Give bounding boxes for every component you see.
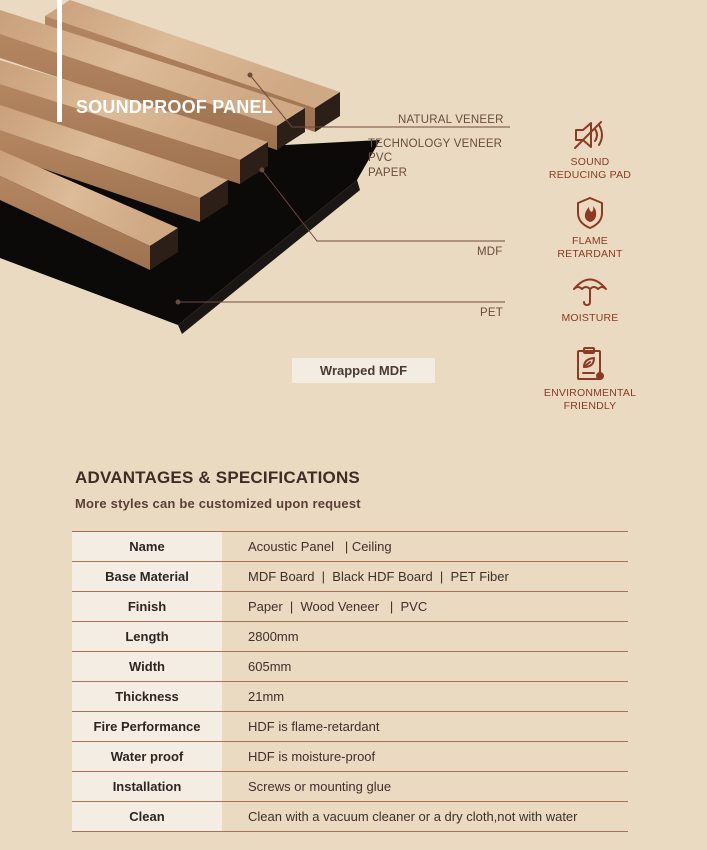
spec-key: Base Material: [72, 562, 222, 591]
label-pvc: PVC: [368, 152, 393, 164]
speaker-mute-icon: [572, 118, 608, 152]
spec-value: HDF is moisture-proof: [248, 749, 376, 764]
spec-value: 21mm: [248, 689, 285, 704]
spec-key: Water proof: [72, 742, 222, 771]
spec-value: 605mm: [248, 659, 292, 674]
spec-key: Thickness: [72, 682, 222, 711]
label-paper: PAPER: [368, 167, 408, 179]
feature-sound-reducing: [540, 118, 640, 182]
spec-value: HDF is flame-retardant: [248, 719, 380, 734]
spec-key: Width: [72, 652, 222, 681]
spec-key: Installation: [72, 772, 222, 801]
spec-value: Paper | Wood Veneer | PVC: [248, 599, 428, 614]
spec-value: MDF Board | Black HDF Board | PET Fiber: [248, 569, 509, 584]
spec-value: Screws or mounting glue: [248, 779, 392, 794]
label-pet: PET: [480, 307, 503, 319]
umbrella-icon: [571, 272, 609, 308]
spec-row-name: [72, 532, 628, 562]
label-natural-veneer: NATURAL VENEER: [398, 114, 504, 126]
flame-shield-icon: [572, 195, 608, 231]
spec-row-thickness: [72, 682, 628, 712]
specs-title: ADVANTAGES & SPECIFICATIONS: [75, 468, 360, 487]
feature-env-line1: ENVIRONMENTAL: [543, 387, 637, 399]
spec-row-clean: [72, 802, 628, 832]
eco-document-icon: [572, 345, 608, 383]
spec-row-water-proof: [72, 742, 628, 772]
feature-flame-line1: FLAME: [571, 235, 608, 247]
spec-key: Finish: [72, 592, 222, 621]
feature-sound-line1: SOUND: [570, 156, 610, 168]
label-technology-veneer: TECHNOLOGY VENEER: [368, 138, 503, 150]
feature-environmental: [540, 345, 640, 413]
feature-flame-line2: RETARDANT: [557, 248, 623, 260]
spec-row-length: [72, 622, 628, 652]
spec-key: Clean: [72, 802, 222, 831]
spec-value: Acoustic Panel | Ceiling: [248, 539, 392, 554]
feature-moisture: [540, 272, 640, 325]
spec-row-installation: [72, 772, 628, 802]
feature-moisture-line1: MOISTURE: [561, 312, 619, 324]
spec-row-width: [72, 652, 628, 682]
specs-subtitle: More styles can be customized upon request: [75, 496, 361, 511]
feature-sound-line2: REDUCING PAD: [548, 169, 632, 181]
wrapped-mdf-badge: Wrapped MDF: [292, 358, 435, 383]
spec-row-base-material: [72, 562, 628, 592]
spec-row-finish: [72, 592, 628, 622]
spec-key: Length: [72, 622, 222, 651]
spec-value: Clean with a vacuum cleaner or a dry cloth,not with water: [248, 809, 578, 824]
spec-row-fire-performance: [72, 712, 628, 742]
specs-table: [72, 531, 628, 832]
title-accent-bar: [57, 0, 62, 122]
feature-flame-retardant: [540, 195, 640, 261]
page-title: SOUNDPROOF PANEL: [76, 97, 273, 117]
label-mdf: MDF: [477, 246, 503, 258]
spec-key: Name: [72, 532, 222, 561]
feature-env-line2: FRIENDLY: [563, 400, 617, 412]
spec-value: 2800mm: [248, 629, 299, 644]
spec-key: Fire Performance: [72, 712, 222, 741]
